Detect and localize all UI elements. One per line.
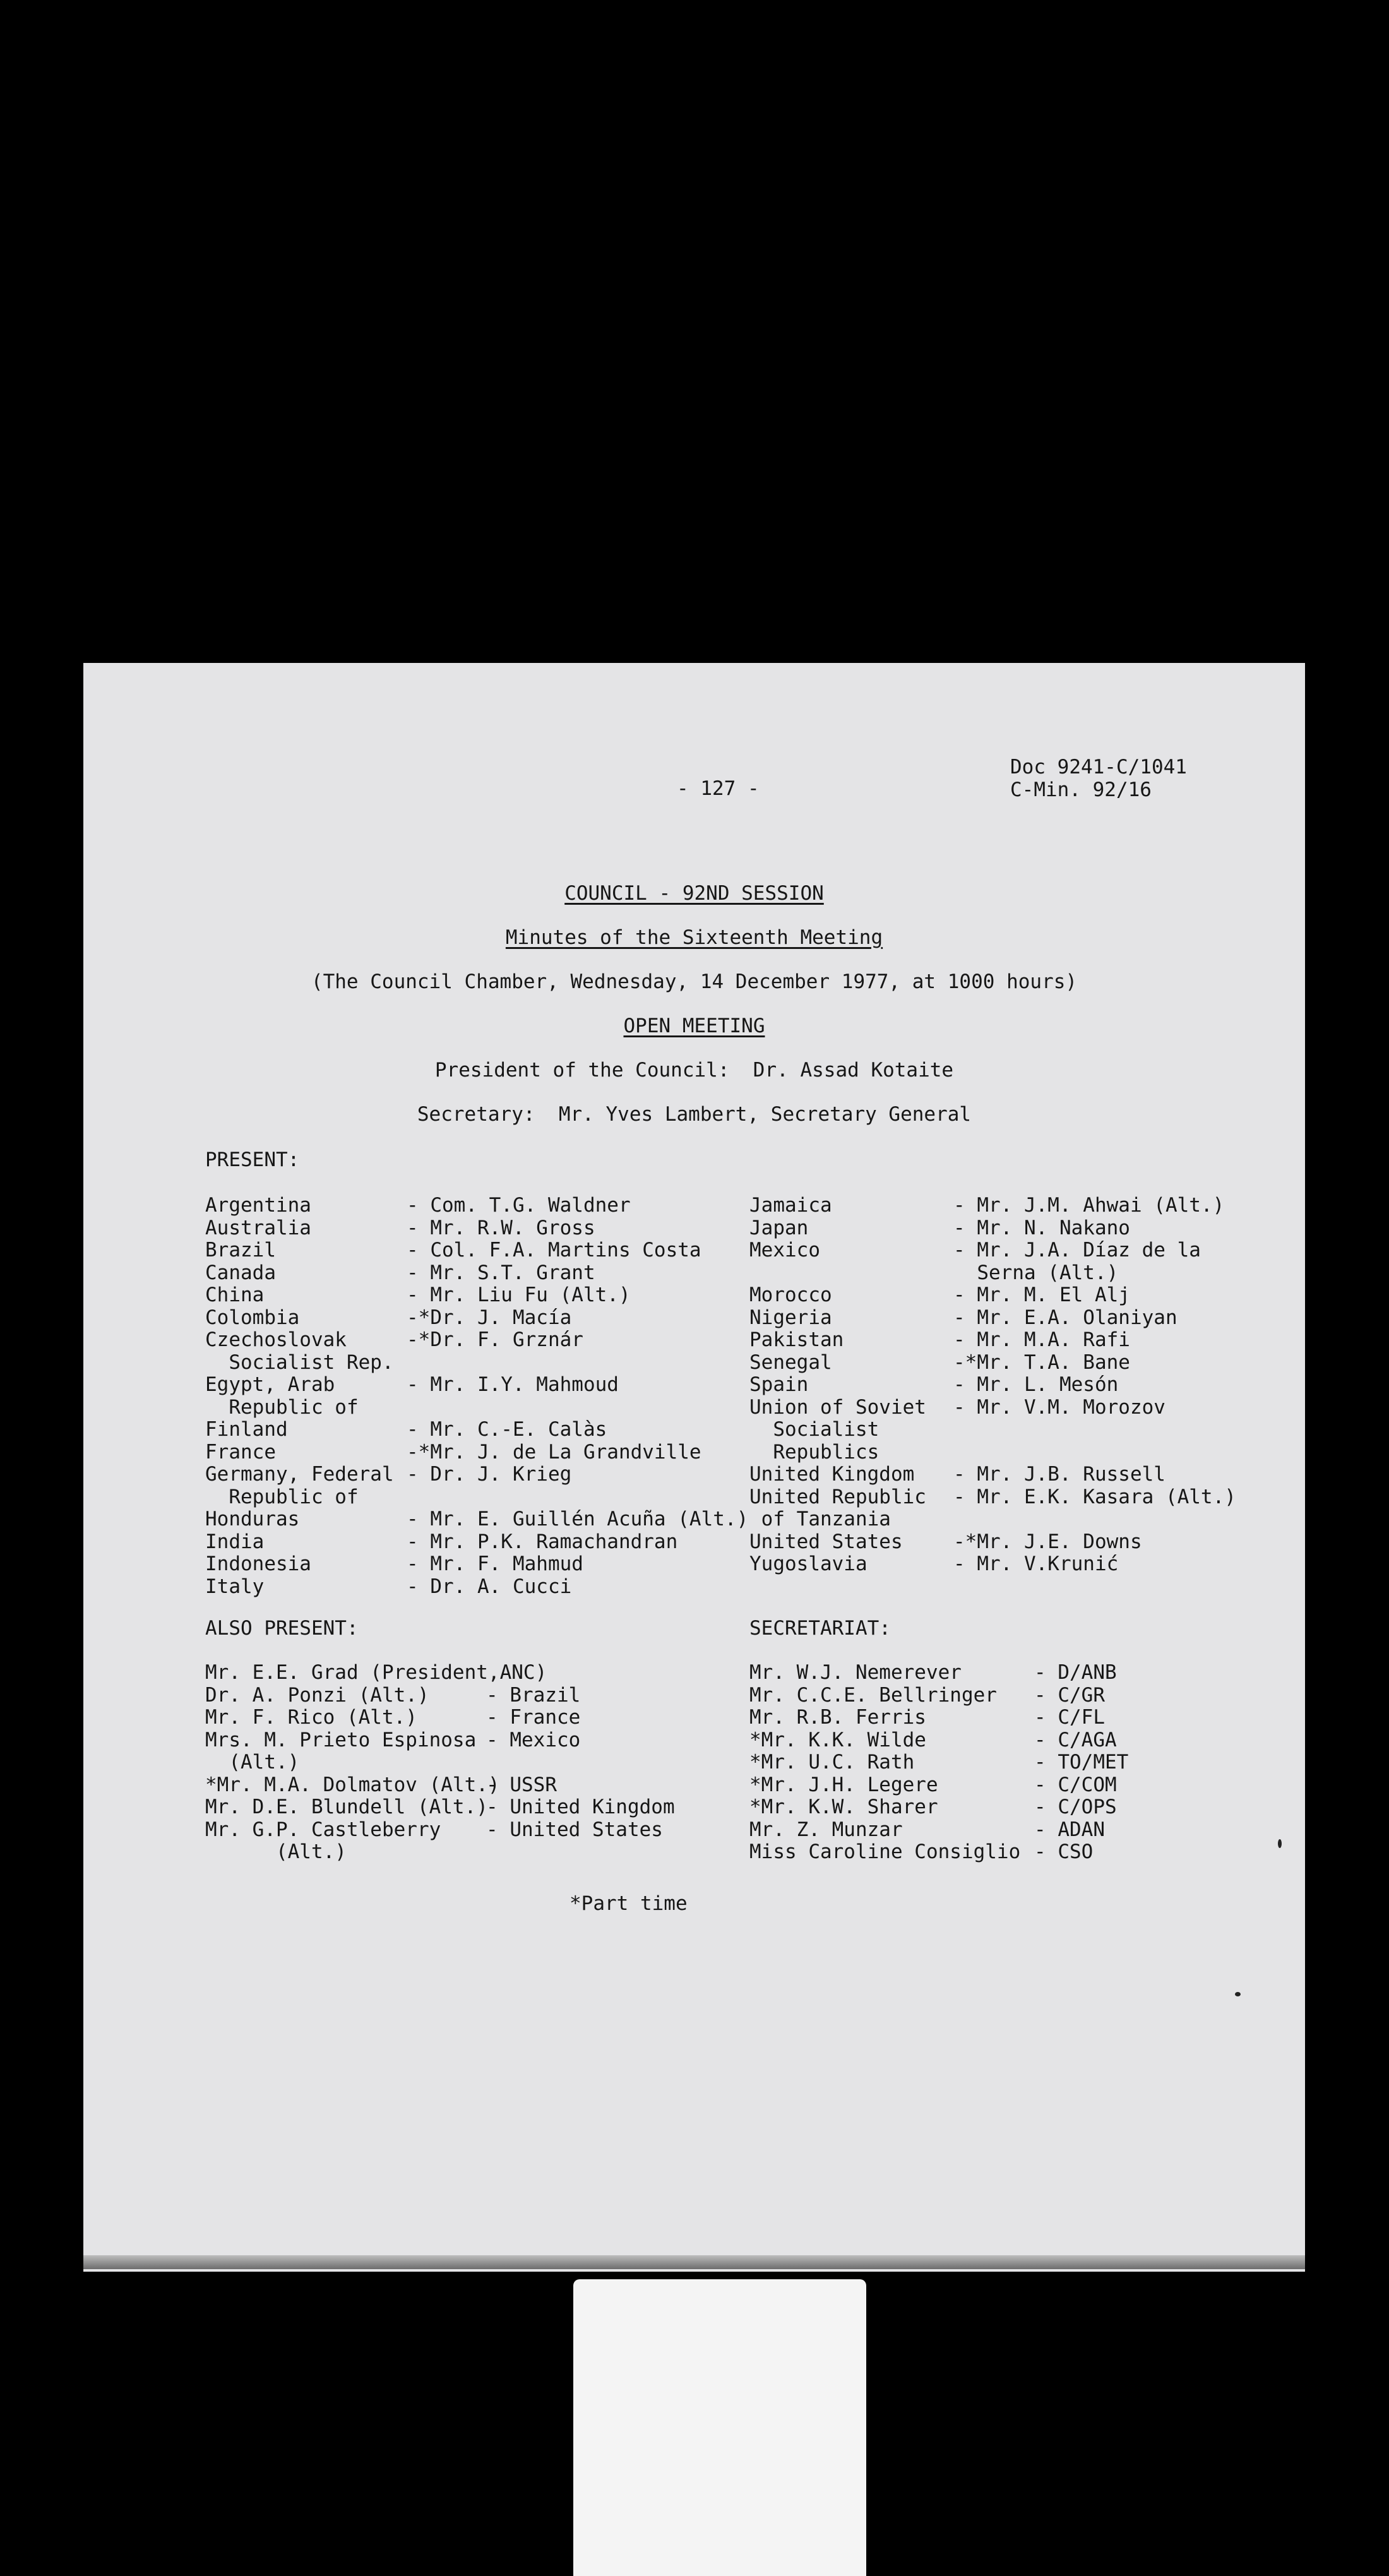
state-name: Czechoslovak xyxy=(205,1328,347,1351)
attendee-name: Mrs. M. Prieto Espinosa xyxy=(205,1728,477,1751)
representative: - Mr. V.M. Morozov xyxy=(953,1395,1165,1419)
secretariat-member: Mr. Z. Munzar xyxy=(749,1818,903,1841)
state-name: Argentina xyxy=(205,1194,311,1217)
representative: -*Dr. F. Grznár xyxy=(407,1328,583,1351)
session-title: COUNCIL - 92ND SESSION xyxy=(564,882,824,905)
representative: -*Mr. J. de La Grandville xyxy=(407,1440,701,1464)
council-secretary: Secretary: Mr. Yves Lambert, Secretary General xyxy=(417,1103,972,1126)
secretariat-member: Mr. R.B. Ferris xyxy=(749,1706,926,1729)
paper-speck xyxy=(1235,1992,1241,1996)
document-reference: Doc 9241-C/1041 xyxy=(1010,756,1187,778)
state-name: United Kingdom xyxy=(749,1463,915,1486)
representative: - Mr. E.A. Olaniyan xyxy=(953,1306,1177,1329)
state-name: India xyxy=(205,1530,265,1553)
representative: - Mr. Liu Fu (Alt.) xyxy=(407,1284,631,1306)
state-name: Socialist xyxy=(749,1418,879,1441)
state-name: Yugoslavia xyxy=(749,1553,867,1575)
representative: - Mr. C.-E. Calàs xyxy=(407,1418,607,1441)
also-present-heading: ALSO PRESENT: xyxy=(205,1617,359,1640)
representative: - Mr. N. Nakano xyxy=(953,1216,1130,1239)
representative: - Mr. J.A. Díaz de la xyxy=(953,1239,1201,1261)
minutes-title: Minutes of the Sixteenth Meeting xyxy=(505,926,883,949)
secretariat-post: - D/ANB xyxy=(1034,1661,1117,1684)
representative: -*Dr. J. Macía xyxy=(407,1306,572,1329)
state-name: Senegal xyxy=(749,1351,832,1374)
representative: - Mr. J.B. Russell xyxy=(953,1463,1165,1486)
secretariat-post: - C/GR xyxy=(1034,1683,1105,1707)
secretariat-post: - TO/MET xyxy=(1034,1751,1129,1774)
page-number: - 127 - xyxy=(677,777,760,800)
representative: - Mr. F. Mahmud xyxy=(407,1553,583,1575)
secretariat-member: *Mr. U.C. Rath xyxy=(749,1751,915,1774)
attendee-country: - United Kingdom xyxy=(486,1796,675,1818)
secretariat-heading: SECRETARIAT: xyxy=(749,1617,891,1640)
paper-slip xyxy=(573,2279,866,2576)
state-name: Pakistan xyxy=(749,1328,844,1351)
attendee-name: Mr. D.E. Blundell (Alt.) xyxy=(205,1796,488,1818)
state-name: Republics xyxy=(749,1440,879,1464)
council-president: President of the Council: Dr. Assad Kotaite xyxy=(434,1059,954,1082)
attendee-name: Mr. G.P. Castleberry xyxy=(205,1818,441,1841)
state-name: of Tanzania xyxy=(749,1508,891,1530)
representative: - Mr. E.K. Kasara (Alt.) xyxy=(953,1485,1236,1508)
representative: -*Mr. J.E. Downs xyxy=(953,1530,1142,1553)
secretariat-member: *Mr. K.K. Wilde xyxy=(749,1728,926,1751)
state-name: Socialist Rep. xyxy=(205,1351,394,1374)
state-name: Republic of xyxy=(205,1485,359,1508)
state-name: Nigeria xyxy=(749,1306,832,1329)
secretariat-post: - C/OPS xyxy=(1034,1796,1117,1818)
state-name: France xyxy=(205,1440,276,1464)
minutes-reference: C-Min. 92/16 xyxy=(1010,778,1152,801)
state-name: Mexico xyxy=(749,1239,820,1261)
representative: - Mr. E. Guillén Acuña (Alt.) xyxy=(407,1508,749,1530)
secretariat-member: Mr. W.J. Nemerever xyxy=(749,1661,962,1684)
state-name: United Republic xyxy=(749,1485,926,1508)
meeting-type: OPEN MEETING xyxy=(623,1015,765,1037)
representative: - Mr. M.A. Rafi xyxy=(953,1328,1130,1351)
secretariat-member: Mr. C.C.E. Bellringer xyxy=(749,1683,997,1707)
attendee-country: - Mexico xyxy=(486,1728,581,1751)
attendee-country: - France xyxy=(486,1706,581,1729)
attendee-name: (Alt.) xyxy=(205,1840,347,1863)
representative: - Mr. V.Krunić xyxy=(953,1553,1119,1575)
secretariat-member: Miss Caroline Consiglio xyxy=(749,1840,1021,1863)
attendee-country: - USSR xyxy=(486,1773,557,1796)
representative: - Mr. S.T. Grant xyxy=(407,1261,595,1284)
attendee-name: Mr. F. Rico (Alt.) xyxy=(205,1706,417,1729)
state-name: Morocco xyxy=(749,1284,832,1306)
representative: - Dr. J. Krieg xyxy=(407,1463,572,1486)
state-name: China xyxy=(205,1284,265,1306)
state-name: Republic of xyxy=(205,1395,359,1419)
representative: - Mr. I.Y. Mahmoud xyxy=(407,1373,619,1396)
state-name: Japan xyxy=(749,1216,809,1239)
secretariat-member: *Mr. J.H. Legere xyxy=(749,1773,938,1796)
state-name: Honduras xyxy=(205,1508,300,1530)
representative: - Mr. R.W. Gross xyxy=(407,1216,595,1239)
representative: - Col. F.A. Martins Costa xyxy=(407,1239,701,1261)
representative: - Dr. A. Cucci xyxy=(407,1575,572,1598)
representative: - Com. T.G. Waldner xyxy=(407,1194,631,1217)
state-name: Italy xyxy=(205,1575,265,1598)
state-name: Finland xyxy=(205,1418,288,1441)
secretariat-post: - C/FL xyxy=(1034,1706,1105,1729)
page-bottom-edge xyxy=(83,2255,1305,2269)
secretariat-post: - C/COM xyxy=(1034,1773,1117,1796)
paper-speck xyxy=(1278,1839,1282,1848)
representative: - Mr. J.M. Ahwai (Alt.) xyxy=(953,1194,1225,1217)
state-name: Union of Soviet xyxy=(749,1395,926,1419)
state-name: Germany, Federal xyxy=(205,1463,394,1486)
present-heading: PRESENT: xyxy=(205,1148,300,1171)
secretariat-member: *Mr. K.W. Sharer xyxy=(749,1796,938,1818)
state-name: Egypt, Arab xyxy=(205,1373,335,1396)
meeting-venue: (The Council Chamber, Wednesday, 14 December 1977, at 1000 hours) xyxy=(311,970,1078,993)
representative: - Mr. P.K. Ramachandran xyxy=(407,1530,678,1553)
state-name: Colombia xyxy=(205,1306,300,1329)
attendee-country: - Brazil xyxy=(486,1683,581,1707)
representative: Serna (Alt.) xyxy=(953,1261,1119,1284)
state-name: Canada xyxy=(205,1261,276,1284)
secretariat-post: - C/AGA xyxy=(1034,1728,1117,1751)
attendee-name: Dr. A. Ponzi (Alt.) xyxy=(205,1683,429,1707)
secretariat-post: - ADAN xyxy=(1034,1818,1105,1841)
attendee-name: *Mr. M.A. Dolmatov (Alt.) xyxy=(205,1773,500,1796)
document-page xyxy=(83,663,1305,2272)
representative: -*Mr. T.A. Bane xyxy=(953,1351,1130,1374)
attendee-name: Mr. E.E. Grad (President,ANC) xyxy=(205,1661,547,1684)
state-name: Brazil xyxy=(205,1239,276,1261)
secretariat-post: - CSO xyxy=(1034,1840,1094,1863)
state-name: Australia xyxy=(205,1216,311,1239)
state-name: United States xyxy=(749,1530,903,1553)
attendee-name: (Alt.) xyxy=(205,1751,300,1774)
state-name: Indonesia xyxy=(205,1553,311,1575)
footnote: *Part time xyxy=(569,1892,688,1915)
representative: - Mr. M. El Alj xyxy=(953,1284,1130,1306)
representative: - Mr. L. Mesón xyxy=(953,1373,1119,1396)
attendee-country: - United States xyxy=(486,1818,663,1841)
state-name: Jamaica xyxy=(749,1194,832,1217)
state-name: Spain xyxy=(749,1373,809,1396)
